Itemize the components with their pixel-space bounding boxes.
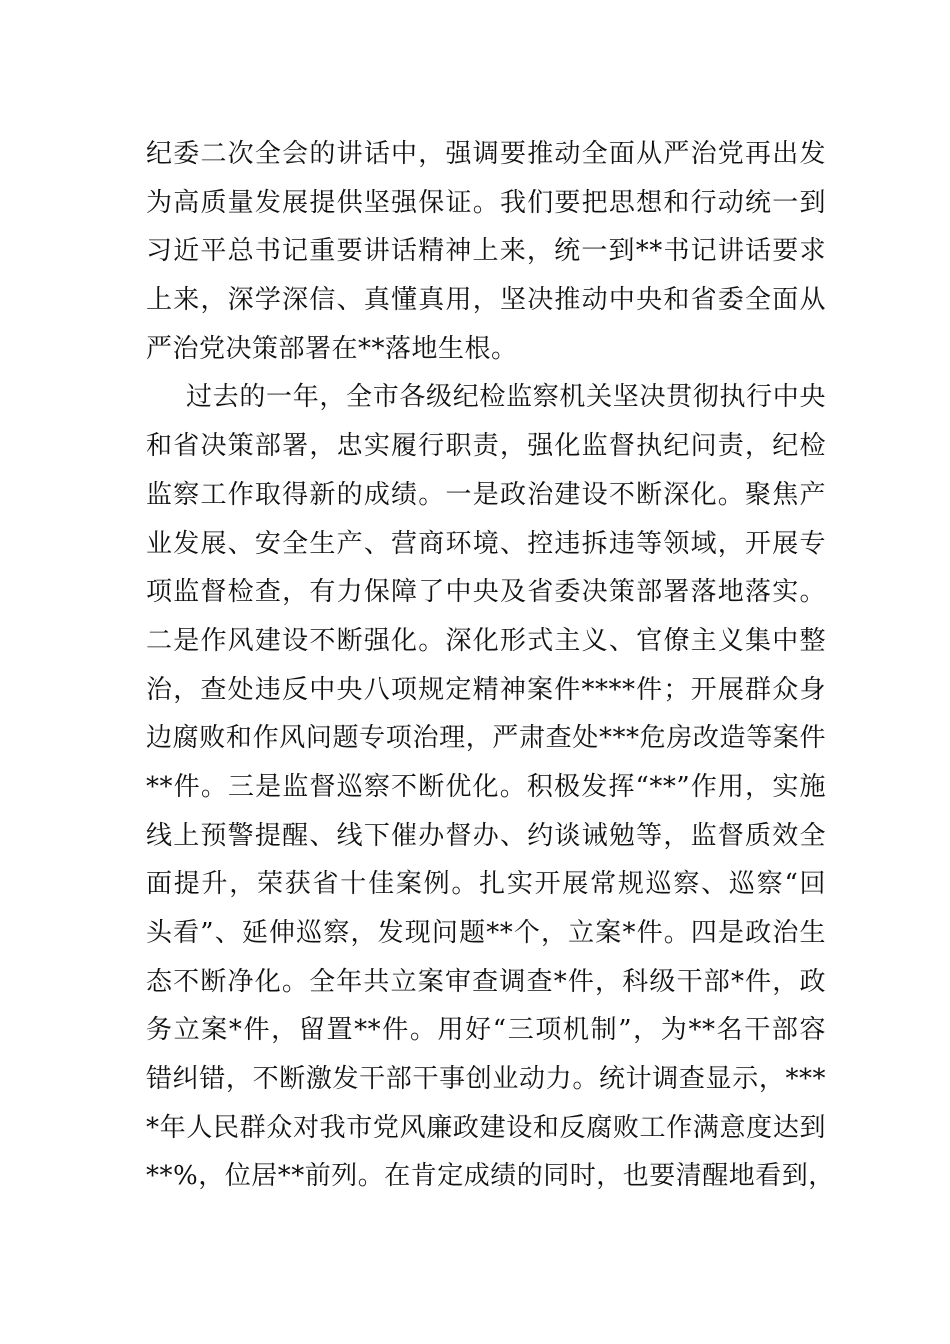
text-line: 态不断净化。全年共立案审查调查*件，科级干部*件，政 bbox=[146, 966, 826, 997]
text-line: 面提升，荣获省十佳案例。扎实开展常规巡察、巡察“回 bbox=[146, 869, 826, 900]
text-line: 严治党决策部署在**落地生根。 bbox=[146, 333, 518, 364]
paragraph-2 bbox=[146, 373, 835, 1201]
text-line: 纪委二次全会的讲话中，强调要推动全面从严治党再出发 bbox=[146, 139, 826, 169]
text-line: 边腐败和作风问题专项治理，严肃查处***危房改造等案件 bbox=[146, 723, 826, 754]
text-line: 错纠错，不断激发干部干事创业动力。统计调查显示，*** bbox=[146, 1064, 826, 1095]
text-line: 二是作风建设不断强化。深化形式主义、官僚主义集中整 bbox=[146, 625, 826, 656]
text-line: 务立案*件，留置**件。用好“三项机制”，为**名干部容 bbox=[146, 1015, 826, 1046]
text-line: 为高质量发展提供坚强保证。我们要把思想和行动统一到 bbox=[146, 187, 826, 218]
text-line: 过去的一年，全市各级纪检监察机关坚决贯彻执行中央 bbox=[186, 382, 826, 413]
text-line: 和省决策部署，忠实履行职责，强化监督执纪问责，纪检 bbox=[146, 431, 826, 462]
text-line: *年人民群众对我市党风廉政建设和反腐败工作满意度达到 bbox=[146, 1112, 826, 1143]
text-line: 线上预警提醒、线下催办督办、约谈诫勉等，监督质效全 bbox=[146, 820, 826, 851]
text-line: 业发展、安全生产、营商环境、控违拆违等领域，开展专 bbox=[146, 528, 826, 559]
text-line: 治，查处违反中央八项规定精神案件****件；开展群众身 bbox=[146, 674, 826, 705]
text-line: **件。三是监督巡察不断优化。积极发挥“**”作用，实施 bbox=[146, 771, 826, 802]
text-line: 头看”、延伸巡察，发现问题**个，立案*件。四是政治生 bbox=[146, 918, 826, 948]
text-line: **%，位居**前列。在肯定成绩的同时，也要清醒地看到， bbox=[146, 1161, 835, 1192]
text-line: 习近平总书记重要讲话精神上来，统一到**书记讲话要求 bbox=[146, 236, 826, 267]
text-line: 项监督检查，有力保障了中央及省委决策部署落地落实。 bbox=[146, 577, 826, 608]
text-line: 监察工作取得新的成绩。一是政治建设不断深化。聚焦产 bbox=[146, 479, 826, 510]
body-text bbox=[146, 130, 835, 1201]
paragraph-1 bbox=[146, 130, 826, 373]
text-line: 上来，深学深信、真懂真用，坚决推动中央和省委全面从 bbox=[146, 285, 826, 316]
